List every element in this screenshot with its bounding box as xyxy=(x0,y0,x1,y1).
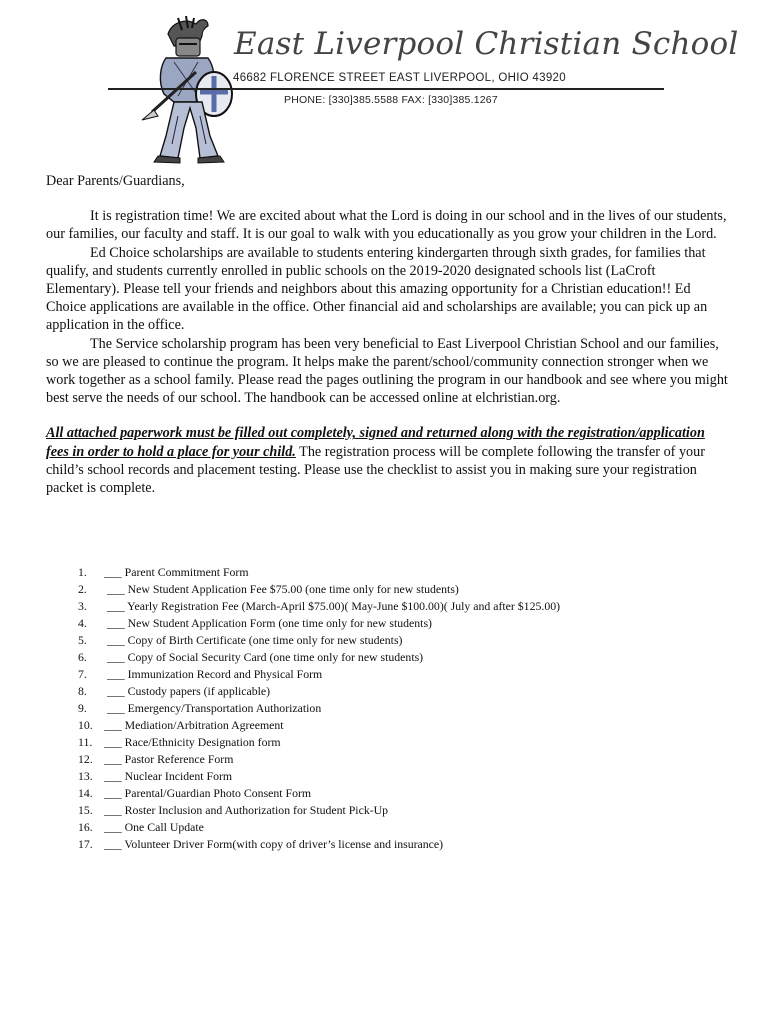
checklist-item xyxy=(78,632,678,649)
checklist-item-text: ___ Parent Commitment Form xyxy=(104,565,249,579)
crusader-mascot-icon xyxy=(138,16,240,164)
letterhead-divider xyxy=(108,88,664,90)
checklist-item xyxy=(78,700,678,717)
checklist-item-number: 13. xyxy=(78,769,93,783)
checklist-item-number: 5. xyxy=(78,633,87,647)
checklist-item-number: 11. xyxy=(78,735,93,749)
paperwork-notice-emphasis: All attached paperwork must be filled out completely, signed and returned along with the registration/application fees in order to hold a place for your child. xyxy=(46,425,705,460)
checklist-item-text: ___ Emergency/Transportation Authorization xyxy=(104,701,322,715)
checklist-item xyxy=(78,717,678,734)
checklist-item-number: 2. xyxy=(78,582,87,596)
checklist-item-number: 4. xyxy=(78,616,87,630)
checklist-item-number: 10. xyxy=(78,718,93,732)
checklist-item xyxy=(78,683,678,700)
checklist-item xyxy=(78,615,678,632)
checklist-item xyxy=(78,666,678,683)
checklist-item-text: ___ Nuclear Incident Form xyxy=(104,769,233,783)
checklist-item-number: 3. xyxy=(78,599,87,613)
checklist-item xyxy=(78,802,678,819)
checklist-item-number: 15. xyxy=(78,803,93,817)
checklist-item-text: ___ Copy of Birth Certificate (one time only for new students) xyxy=(104,633,403,647)
checklist-item-text: ___ New Student Application Form (one time only for new students) xyxy=(104,616,432,630)
registration-checklist xyxy=(78,564,678,853)
checklist-item-text: ___ One Call Update xyxy=(104,820,204,834)
checklist-item-text: ___ Copy of Social Security Card (one time only for new students) xyxy=(104,650,424,664)
checklist-item-text: ___ Immunization Record and Physical Form xyxy=(104,667,323,681)
checklist-item-number: 12. xyxy=(78,752,93,766)
checklist-item xyxy=(78,649,678,666)
checklist-item xyxy=(78,598,678,615)
school-phone-fax: PHONE: [330]385.5588 FAX: [330]385.1267 xyxy=(284,94,498,106)
salutation: Dear Parents/Guardians, xyxy=(46,173,185,189)
checklist-item-number: 14. xyxy=(78,786,93,800)
paragraph-ed-choice: Ed Choice scholarships are available to students entering kindergarten through sixth grades, for families that qualify, and students currently enrolled in public schools on the 2019-2020 designated schools list (LaCroft Elementary). Please tell your friends and neighbors about this amazing opportunity for a Christian education!! Ed Choice applications are available in the office. Other financial aid and scholarships are available; you can pick up an application in the office. xyxy=(46,244,708,334)
checklist-item-number: 1. xyxy=(78,565,87,579)
school-address: 46682 FLORENCE STREET EAST LIVERPOOL, OHIO 43920 xyxy=(233,72,566,84)
checklist-item-number: 7. xyxy=(78,667,87,681)
paperwork-notice xyxy=(46,424,731,497)
checklist-item xyxy=(78,751,678,768)
paragraph-registration: It is registration time! We are excited about what the Lord is doing in our school and in the lives of our students, our families, our faculty and staff. It is our goal to walk with you educationally as you grow your children in the Lord. xyxy=(46,208,727,243)
checklist-item-number: 9. xyxy=(78,701,87,715)
paragraph-service-scholarship: The Service scholarship program has been very beneficial to East Liverpool Christian School and our families, so we are pleased to continue the program. It helps make the parent/school/community connection stronger when we work together as a school family. Please read the pages outlining the program in our handbook and see where you might best serve the needs of our school. The handbook can be accessed online at elchristian.org. xyxy=(46,335,728,407)
checklist-item-text: ___ Yearly Registration Fee (March-April $75.00)( May-June $100.00)( July and after $125.00) xyxy=(104,599,561,613)
school-name: East Liverpool Christian School xyxy=(234,26,739,62)
checklist-item xyxy=(78,564,678,581)
checklist-item-text: ___ Custody papers (if applicable) xyxy=(104,684,271,698)
letterhead xyxy=(0,0,770,160)
checklist-item xyxy=(78,785,678,802)
checklist-item xyxy=(78,768,678,785)
checklist-item-number: 16. xyxy=(78,820,93,834)
checklist-item-text: ___ Race/Ethnicity Designation form xyxy=(104,735,281,749)
checklist-item-text: ___ Parental/Guardian Photo Consent Form xyxy=(104,786,312,800)
checklist-item xyxy=(78,836,678,853)
checklist-item-text: ___ Pastor Reference Form xyxy=(104,752,234,766)
checklist-item-number: 17. xyxy=(78,837,93,851)
checklist-item-text: ___ Roster Inclusion and Authorization for Student Pick-Up xyxy=(104,803,389,817)
checklist-item-text: ___ Volunteer Driver Form(with copy of driver’s license and insurance) xyxy=(104,837,444,851)
checklist-item xyxy=(78,819,678,836)
checklist-item-text: ___ Mediation/Arbitration Agreement xyxy=(104,718,284,732)
letter-body xyxy=(46,172,731,497)
checklist-item-text: ___ New Student Application Fee $75.00 (one time only for new students) xyxy=(104,582,459,596)
checklist-item xyxy=(78,734,678,751)
checklist-item xyxy=(78,581,678,598)
checklist-item-number: 8. xyxy=(78,684,87,698)
paperwork-notice-text: The registration process will be complete following the transfer of your child’s school records and placement testing. Please use the checklist to assist you in making sure your registration packet is complete. xyxy=(46,443,705,497)
checklist-item-number: 6. xyxy=(78,650,87,664)
